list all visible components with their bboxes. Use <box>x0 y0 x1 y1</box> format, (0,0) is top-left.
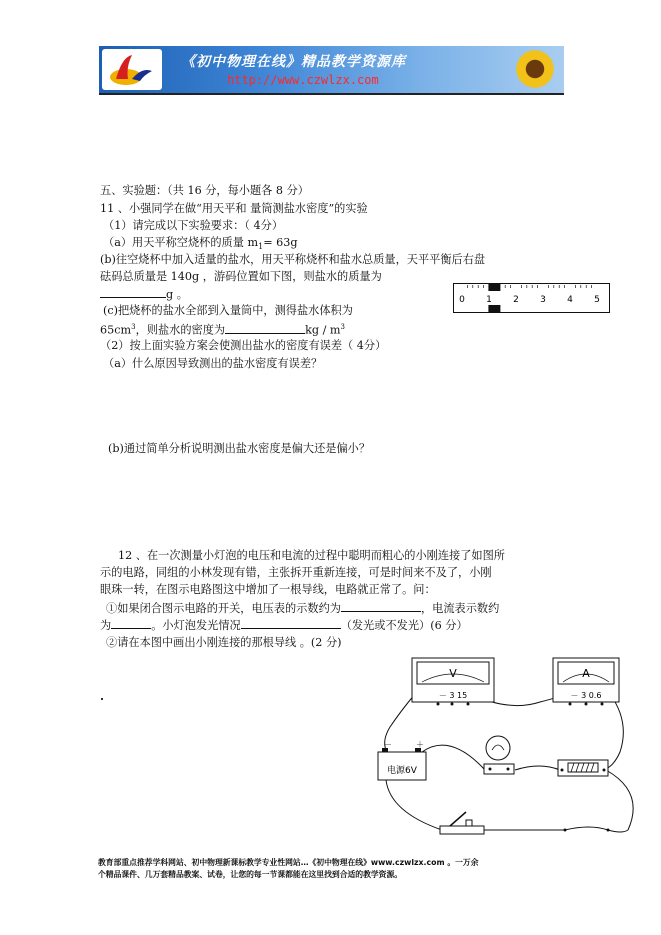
answer-blank-density[interactable] <box>225 322 305 334</box>
site-banner <box>99 46 564 93</box>
q11-volume-sup: 3 <box>131 323 136 331</box>
rider-scale-svg <box>454 284 609 312</box>
sunflower-icon <box>514 48 556 90</box>
wire-rheostat-right <box>606 770 633 830</box>
q11-part1a-sub: 1 <box>258 242 264 252</box>
q12-item1-line1 <box>106 600 499 616</box>
q11-density-unit: kg / m <box>305 323 341 337</box>
q11-part1a-value: = 63g <box>263 236 298 249</box>
q11-part1: （1）请完成以下实验要求：（ 4分） <box>103 219 284 232</box>
banner-divider <box>99 93 564 95</box>
voltmeter-terminals: － 3 15 <box>438 691 468 700</box>
circuit-diagram <box>360 652 650 842</box>
ammeter <box>553 658 619 706</box>
rheostat <box>558 760 608 776</box>
wire-battery-switch <box>386 780 442 830</box>
battery-label: 电源6V <box>387 766 417 776</box>
wire-lamp-rheostat <box>515 766 560 770</box>
q12-item1-b: ，电流表示数约 <box>420 602 500 615</box>
logo-icon <box>102 49 162 90</box>
wire-ammeter-right <box>600 694 623 770</box>
section-heading: 五、实验题：（共 16 分，每小题各 8 分） <box>100 184 309 197</box>
scale-tick-label: 3 <box>540 295 546 305</box>
q12-item2: ②请在本图中画出小刚连接的那根导线 。(2 分) <box>106 636 342 649</box>
site-logo <box>102 49 162 90</box>
q11-density-unit-sup: 3 <box>340 323 346 331</box>
scale-tick-label: 1 <box>486 295 492 305</box>
q12-item1-line2 <box>100 617 468 633</box>
rider-marker-bottom <box>488 305 500 312</box>
battery-minus: － <box>384 740 392 749</box>
q11-stem: 11 、小强同学在做“用天平和 量筒测盐水密度”的实验 <box>100 202 368 215</box>
q11-part1b-line2: 砝码总质量是 140g ，游码位置如下图，则盐水的质量为 <box>100 270 382 283</box>
answer-blank-voltage[interactable] <box>341 600 421 612</box>
wire-battery-lamp <box>422 745 485 770</box>
q12-item1-c: 为 <box>100 619 112 632</box>
wire-right-return <box>565 827 628 832</box>
q12-item1-e: （发光或不发光）(6 分） <box>340 619 468 632</box>
q11-volume: 65cm <box>100 323 132 337</box>
scale-tick-label: 2 <box>513 295 519 305</box>
ammeter-symbol: A <box>582 667 590 680</box>
q12-item1-d: 。小灯泡发光情况 <box>151 619 241 632</box>
rider-marker-top <box>488 284 500 291</box>
q11-density-text: ，则盐水的密度为 <box>135 323 226 337</box>
voltmeter-symbol: V <box>449 667 457 680</box>
balance-rider-scale <box>453 283 610 313</box>
q11-part1b-answer <box>100 286 188 302</box>
answer-blank-mass[interactable] <box>100 286 166 298</box>
scale-tick-label: 5 <box>594 295 600 305</box>
footer-line1: 教育部重点推荐学科网站、初中物理新课标教学专业性网站…《初中物理在线》www.czwlzx.com 。一万余 <box>98 858 479 867</box>
q11-part2a: （a）什么原因导致测出的盐水密度有误差？ <box>103 357 323 370</box>
battery-plus: ＋ <box>416 740 424 749</box>
answer-blank-lamp[interactable] <box>241 617 341 629</box>
scale-tick-label: 4 <box>567 295 573 305</box>
answer-blank-current[interactable] <box>111 617 151 629</box>
switch <box>440 812 484 834</box>
scale-tick-label: 0 <box>459 295 465 305</box>
q12-line3: 眼珠一转，在图示电路图这中增加了一根导线，电路就正常了。问： <box>100 583 436 596</box>
q11-part1b-unit: g 。 <box>166 288 188 301</box>
banner-title: 《初中物理在线》精品教学资源库 <box>181 54 406 70</box>
ammeter-terminals: － 3 0.6 <box>570 691 602 700</box>
q12-line1: 12 、在一次测量小灯泡的电压和电流的过程中聪明而粗心的小刚连接了如图所 <box>118 549 505 562</box>
battery <box>378 740 426 780</box>
q11-part1c-line2 <box>100 320 345 338</box>
q12-line2: 示的电路，同组的小林发现有错，主张拆开重新连接，可是时间来不及了，小刚 <box>100 566 492 579</box>
q12-item1-a: ①如果闭合图示电路的开关，电压表的示数约为 <box>106 602 341 615</box>
q11-part1b-line1: (b)往空烧杯中加入适量的盐水，用天平称烧杯和盐水总质量，天平平衡后右盘 <box>100 253 486 266</box>
q11-part1c-line1: (c)把烧杯的盐水全部到入量筒中，测得盐水体积为 <box>103 304 353 317</box>
lamp <box>484 736 514 774</box>
q11-part2b: (b)通过简单分析说明测出盐水密度是偏大还是偏小？ <box>108 442 371 455</box>
stray-mark <box>101 698 103 700</box>
footer-line2: 个精品课件、几万套精品教案、试卷，让您的每一节课都能在这里找到合适的教学资源。 <box>98 870 403 879</box>
q11-part2: （2）按上面实验方案会使测出盐水的密度有误差（ 4分） <box>100 339 387 352</box>
voltmeter <box>412 658 494 706</box>
q11-part1a-text: （a）用天平称空烧杯的质量 m <box>103 236 259 249</box>
banner-url[interactable]: http://www.czwlzx.com <box>227 73 379 87</box>
